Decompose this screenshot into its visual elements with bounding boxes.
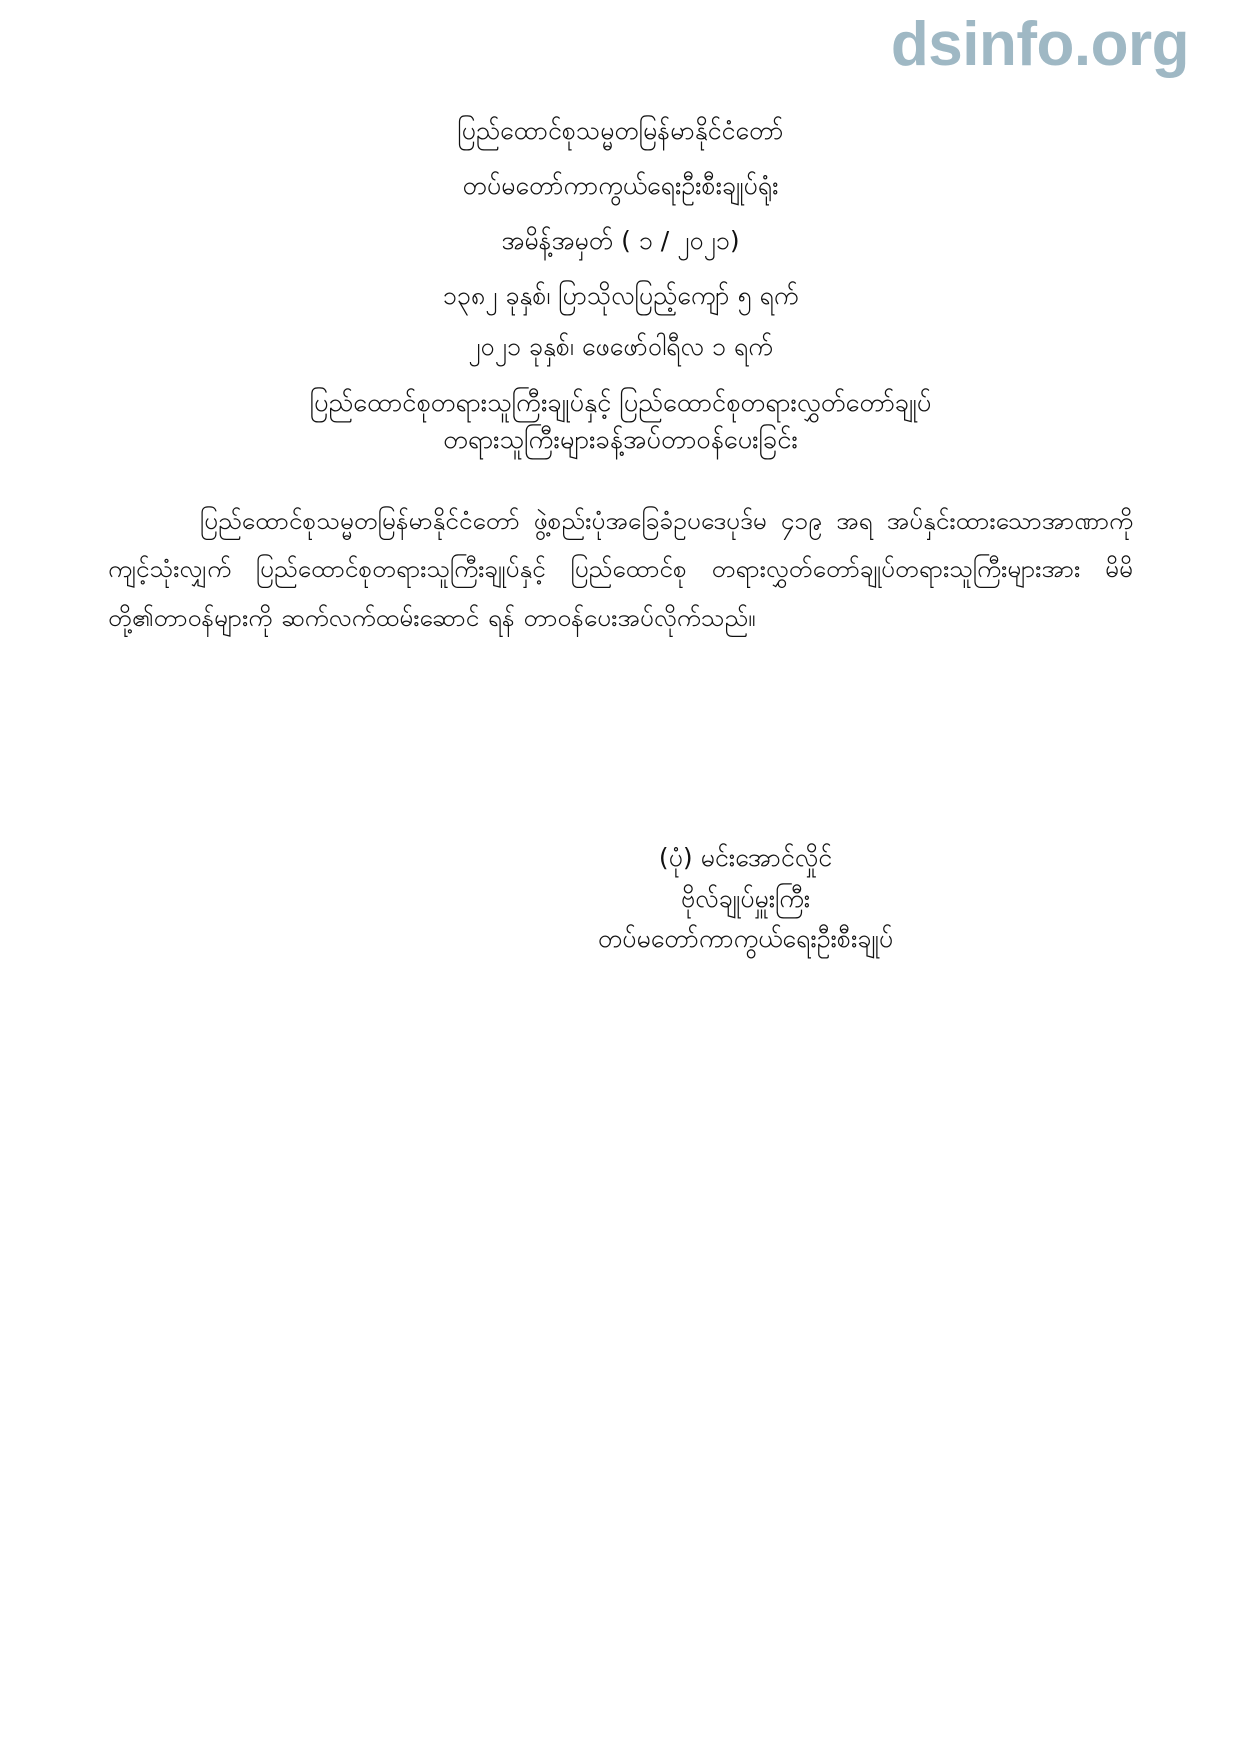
watermark-dsinfo: dsinfo.org: [890, 10, 1189, 79]
signature-title: တပ်မတော်ကာကွယ်ရေးဦးစီးချုပ်: [597, 924, 894, 954]
subject-line-1: ပြည်ထောင်စုတရားသူကြီးချုပ်နှင့် ပြည်ထောင်စုတရားလွှတ်တော်ချုပ်: [309, 388, 932, 418]
subject-line-2: တရားသူကြီးများခန့်အပ်တာဝန်ပေးခြင်း: [443, 424, 798, 455]
header-line-order-number: အမိန့်အမှတ် ( ၁ / ၂၀၂၁): [501, 226, 740, 255]
header-line-office: တပ်မတော်ကာကွယ်ရေးဦးစီးချုပ်ရုံး: [462, 171, 779, 200]
header-line-date-myanmar-era: ၁၃၈၂ ခုနှစ်၊ ပြာသိုလပြည့်ကျော် ၅ ရက်: [442, 281, 799, 310]
signature-block: [108, 838, 1133, 960]
body-paragraph: ပြည်ထောင်စုသမ္မတမြန်မာနိုင်ငံတော် ဖွဲ့စည်းပုံအခြေခံဥပဒေပုဒ်မ ၄၁၉ အရ အပ်နှင်းထားသောအာဏာကိုကျင့်သုံးလျှက် ပြည်ထောင်စုတရားသူကြီးချုပ်နှင့် ပြည်ထောင်စု တရားလွှတ်တော်ချုပ်တရားသူကြီးများအား မိမိတို့၏တာဝန်များကို ဆက်လက်ထမ်းဆောင် ရန် တာဝန်ပေးအပ်လိုက်သည်။: [108, 505, 1133, 632]
signature-rank: ဗိုလ်ချုပ်မှူးကြီး: [680, 883, 811, 913]
header-line-country: ပြည်ထောင်စုသမ္မတမြန်မာနိုင်ငံတော်: [457, 116, 784, 145]
signature-name: (ပုံ) မင်းအောင်လှိုင်: [658, 843, 833, 873]
header-line-date-gregorian: ၂၀၂၁ ခုနှစ်၊ ဖေဖော်ဝါရီလ ၁ ရက်: [468, 332, 773, 361]
